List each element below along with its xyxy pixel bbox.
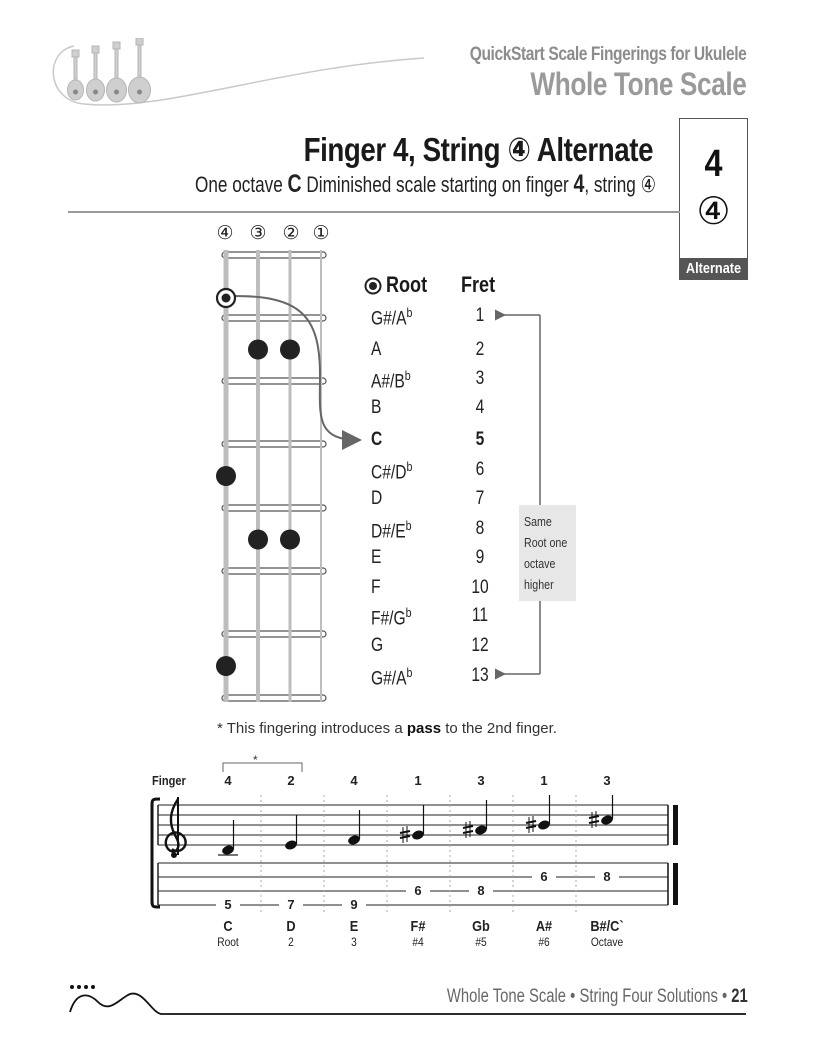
scale-degree: Root bbox=[217, 935, 239, 949]
tab-fret-number: 8 bbox=[595, 870, 619, 883]
staff-note bbox=[526, 795, 551, 833]
finger-dot bbox=[280, 340, 300, 360]
finger-number: 4 bbox=[224, 773, 232, 788]
scale-degree: #6 bbox=[538, 935, 550, 949]
note-name: C bbox=[223, 918, 233, 935]
note-cell: C bbox=[371, 429, 383, 450]
note-cell: $A\#/B^b$ bbox=[371, 368, 411, 393]
staff-note bbox=[400, 805, 425, 843]
tab-fret-number: 9 bbox=[342, 898, 366, 911]
finger-row-label: Finger bbox=[152, 773, 186, 788]
note-cell: F bbox=[371, 577, 381, 598]
fretboard-diagram bbox=[210, 245, 370, 715]
page-footer: Whole Tone Scale • String Four Solutions • 21 bbox=[447, 986, 748, 1007]
fret-line bbox=[222, 315, 326, 321]
fret-cell: 6 bbox=[475, 459, 485, 480]
note-cell: $F\#/G^b$ bbox=[371, 605, 412, 630]
fret-cell: 7 bbox=[475, 488, 485, 509]
tab-fret-number: 5 bbox=[216, 898, 240, 911]
scale-degree: 2 bbox=[288, 935, 294, 949]
fret-cell: 10 bbox=[471, 577, 489, 598]
scale-title: Whole Tone Scale bbox=[529, 66, 746, 102]
page-number: 21 bbox=[731, 986, 748, 1007]
string-line-2 bbox=[289, 250, 292, 702]
note-cell: G bbox=[371, 635, 384, 656]
note-cell: $G\#/A^b$ bbox=[371, 665, 413, 690]
page-heading: Finger 4, String ④ Alternate bbox=[303, 131, 653, 168]
fret-cell: 13 bbox=[471, 665, 489, 686]
scale-degree: 3 bbox=[351, 935, 357, 949]
octave-bracket bbox=[495, 300, 555, 690]
finger-dot bbox=[216, 656, 236, 676]
pass-marker: * bbox=[253, 753, 258, 767]
string-label-1: ① bbox=[312, 222, 330, 244]
note-name: F# bbox=[410, 918, 426, 935]
fret-cell: 8 bbox=[475, 518, 485, 539]
fret-column-header: Fret bbox=[461, 272, 496, 297]
header-divider bbox=[68, 211, 680, 213]
root-column-header: Root bbox=[386, 272, 428, 297]
string-label-2: ② bbox=[282, 222, 300, 244]
finger-number: 3 bbox=[603, 773, 611, 788]
scale-degree: #4 bbox=[412, 935, 424, 949]
note-cell: E bbox=[371, 547, 382, 568]
fret-cell: 12 bbox=[471, 635, 489, 656]
fingering-tab-box bbox=[679, 118, 748, 280]
string-label-3: ③ bbox=[249, 222, 267, 244]
finger-dot bbox=[248, 530, 268, 550]
fret-line bbox=[222, 568, 326, 574]
fret-cell: 5 bbox=[475, 429, 485, 450]
staff-note bbox=[463, 800, 488, 838]
fret-cell: 1 bbox=[475, 305, 485, 326]
string-line-3 bbox=[256, 250, 260, 702]
fret-lines bbox=[222, 252, 326, 701]
note-name: Gb bbox=[472, 918, 490, 935]
scale-degree: #5 bbox=[475, 935, 487, 949]
fret-line bbox=[222, 252, 326, 258]
ukulele-logo-icon bbox=[44, 38, 424, 110]
side-string-number: ④ bbox=[696, 189, 731, 233]
footnote: * This fingering introduces a pass to the 2nd finger. bbox=[217, 720, 557, 737]
finger-dot bbox=[280, 530, 300, 550]
scale-degree: Octave bbox=[590, 935, 624, 949]
finger-number: 1 bbox=[414, 773, 422, 788]
side-finger-number: 4 bbox=[704, 143, 723, 185]
series-title: QuickStart Scale Fingerings for Ukulele bbox=[469, 44, 746, 65]
fret-line bbox=[222, 505, 326, 511]
note-cell: A bbox=[371, 339, 382, 360]
finger-dot bbox=[216, 466, 236, 486]
finger-number: 1 bbox=[540, 773, 548, 788]
fret-cell: 9 bbox=[475, 547, 485, 568]
finger-number: 4 bbox=[350, 773, 358, 788]
string-line-1 bbox=[320, 250, 322, 702]
note-cell: B bbox=[371, 397, 382, 418]
note-name: B#/C` bbox=[590, 918, 624, 935]
pass-bracket bbox=[222, 760, 304, 774]
note-cell: D bbox=[371, 488, 383, 509]
tab-fret-number: 8 bbox=[469, 884, 493, 897]
fret-cell: 3 bbox=[475, 368, 485, 389]
finger-number: 2 bbox=[287, 773, 295, 788]
side-alternate-label: Alternate bbox=[680, 258, 747, 279]
staff-note bbox=[284, 815, 298, 851]
finger-number: 3 bbox=[477, 773, 485, 788]
note-cell: $C\#/D^b$ bbox=[371, 459, 413, 484]
page-subheading: One octave C Diminished scale starting on finger 4, string ④ bbox=[195, 170, 656, 198]
same-root-note-box: Same Root one octave higher bbox=[519, 505, 576, 601]
treble-clef-icon bbox=[166, 797, 186, 858]
fret-cell: 4 bbox=[475, 397, 485, 418]
string-label-4: ④ bbox=[216, 222, 234, 244]
fret-line bbox=[222, 631, 326, 637]
fret-line bbox=[222, 695, 326, 701]
fret-line bbox=[222, 441, 326, 447]
note-name: A# bbox=[535, 918, 553, 935]
note-name: E bbox=[349, 918, 359, 935]
tab-fret-number: 6 bbox=[406, 884, 430, 897]
staff-notes bbox=[218, 795, 614, 856]
tab-fret-number: 6 bbox=[532, 870, 556, 883]
finger-dot bbox=[248, 340, 268, 360]
staff-note bbox=[589, 795, 614, 828]
fret-line bbox=[222, 378, 326, 384]
tab-fret-number: 7 bbox=[279, 898, 303, 911]
note-cell: $D\#/E^b$ bbox=[371, 518, 412, 543]
note-name: D bbox=[286, 918, 296, 935]
note-cell: $G\#/A^b$ bbox=[371, 305, 413, 330]
root-symbol-icon bbox=[364, 277, 382, 295]
fret-cell: 2 bbox=[475, 339, 485, 360]
fret-cell: 11 bbox=[471, 605, 489, 626]
